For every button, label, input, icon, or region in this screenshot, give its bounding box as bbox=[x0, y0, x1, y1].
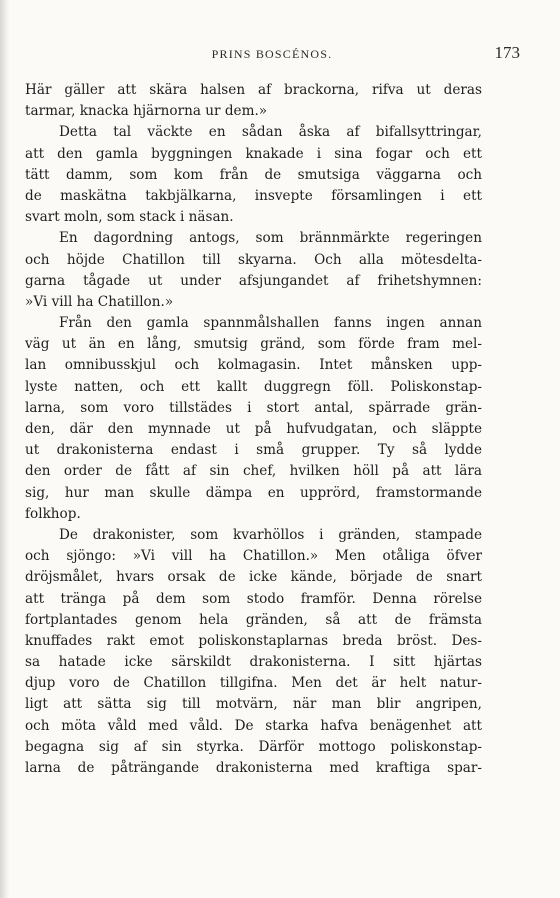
text-line: ut drakonisterna endast i små grupper. Ty så lydde bbox=[25, 442, 482, 459]
text-line: den order de fått af sin chef, hvilken höll på att lära bbox=[25, 463, 482, 480]
text-line: väg ut än en lång, smutsig gränd, som förde fram mel- bbox=[25, 336, 482, 353]
text-line: lan omnibusskjul och kolmagasin. Intet månsken upp- bbox=[25, 357, 482, 374]
text-line: att den gamla byggningen knakade i sina fogar och ett bbox=[25, 145, 482, 162]
text-line: De drakonister, som kvarhöllos i gränden, stampade bbox=[59, 526, 482, 543]
text-line: dröjsmålet, hvars orsak de icke kände, började de snart bbox=[25, 569, 482, 586]
text-line: ligt att sätta sig till motvärn, när man blir angripen, bbox=[25, 696, 482, 713]
spine-shadow bbox=[0, 0, 10, 898]
text-line: tarmar, knacka hjärnorna ur dem.» bbox=[25, 103, 268, 120]
text-line: larna, som voro tillstädes i stort antal, spärrade grän- bbox=[25, 399, 482, 416]
text-line: sa hatade icke särskildt drakonisterna. I sitt hjärtas bbox=[25, 654, 482, 671]
text-line: svart moln, som stack i näsan. bbox=[25, 209, 234, 226]
body-text bbox=[25, 80, 482, 779]
text-line: fortplantades genom hela gränden, så att de främsta bbox=[25, 611, 482, 628]
text-line: och möta våld med våld. De starka hafva benägenhet att bbox=[25, 717, 482, 734]
text-line: Detta tal väckte en sådan åska af bifallsyttringar, bbox=[59, 124, 482, 141]
text-line: att tränga på dem som stodo framför. Denna rörelse bbox=[25, 590, 482, 607]
text-line: lyste natten, och ett kallt duggregn föll. Poliskonstap- bbox=[25, 378, 482, 395]
text-line: Från den gamla spannmålshallen fanns ingen annan bbox=[59, 315, 482, 332]
text-line: »Vi vill ha Chatillon.» bbox=[25, 293, 174, 310]
text-line: sig, hur man skulle dämpa en upprörd, framstormande bbox=[25, 484, 482, 501]
text-line: begagna sig af sin styrka. Därför mottogo poliskonstap- bbox=[25, 738, 482, 755]
running-head bbox=[24, 43, 520, 67]
text-line: och höjde Chatillon till skyarna. Och alla mötesdelta- bbox=[25, 251, 482, 268]
text-line: djup voro de Chatillon tillgifna. Men det är helt natur- bbox=[25, 675, 482, 692]
text-line: de maskätna takbjälkarna, insvepte församlingen i ett bbox=[25, 187, 482, 204]
running-title: PRINS BOSCÉNOS. bbox=[211, 47, 333, 61]
text-line: garna tågade ut under afsjungandet af frihetshymnen: bbox=[25, 272, 482, 289]
text-line: larna de påträngande drakonisterna med kraftiga spar- bbox=[25, 760, 482, 776]
text-line: Här gäller att skära halsen af brackorna, rifva ut deras bbox=[25, 82, 482, 98]
text-line: tätt damm, som kom från de smutsiga väggarna och bbox=[25, 166, 482, 183]
text-line: folkhop. bbox=[25, 505, 81, 522]
text-line: och sjöngo: »Vi vill ha Chatillon.» Men otåliga öfver bbox=[25, 548, 482, 565]
text-line: den, där den mynnade ut på hufvudgatan, och släppte bbox=[25, 421, 482, 437]
page-number: 173 bbox=[494, 43, 520, 62]
text-line: knuffades rakt emot poliskonstaplarnas breda bröst. Des- bbox=[25, 632, 482, 649]
text-line: En dagordning antogs, som brännmärkte regeringen bbox=[59, 230, 482, 247]
